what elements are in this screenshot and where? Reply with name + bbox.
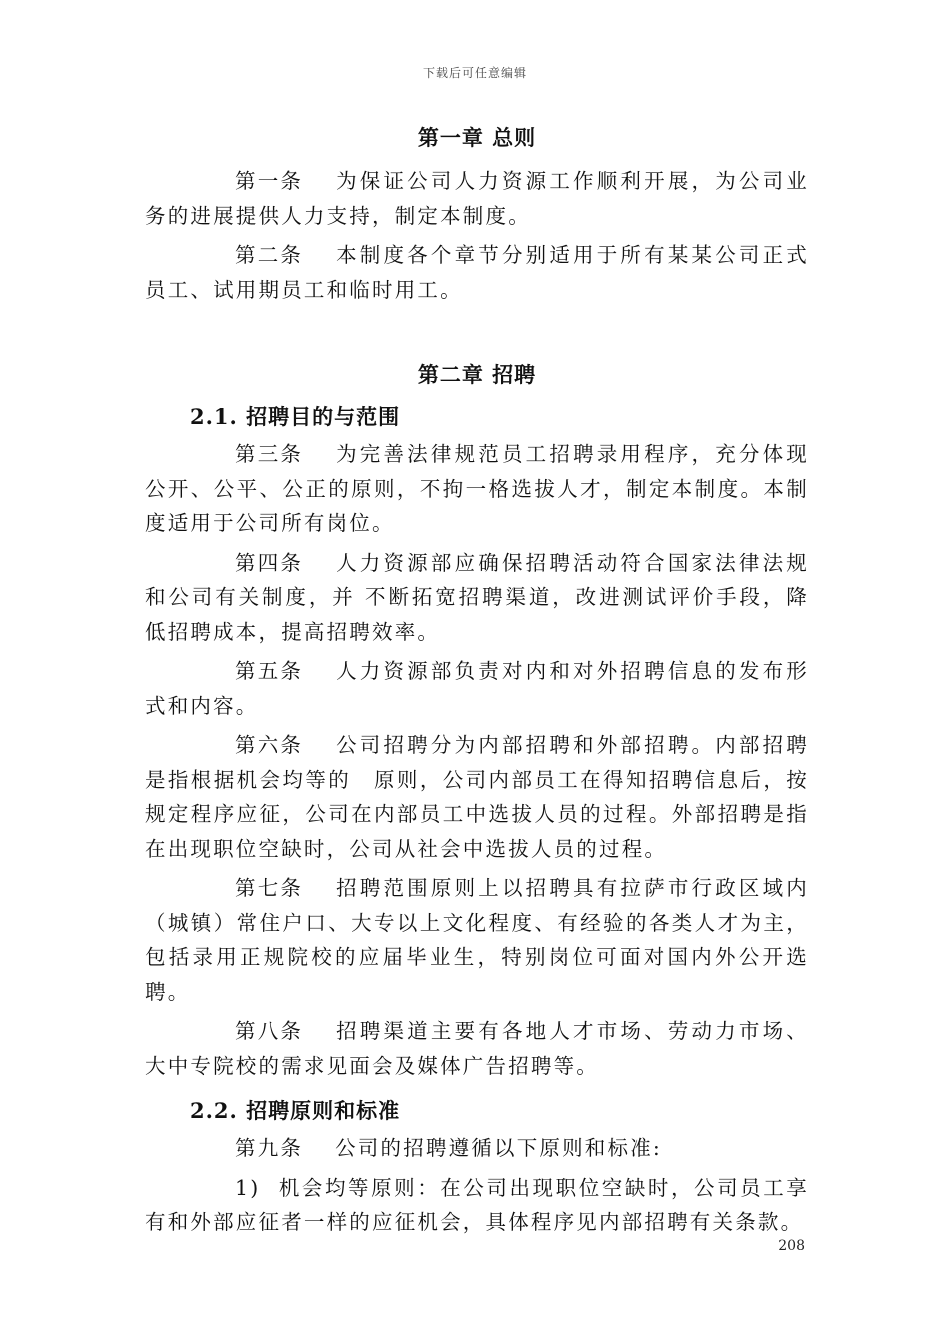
article-8 <box>145 1014 809 1083</box>
article-number: 第一条 <box>235 169 304 193</box>
article-text: 为保证公司人力资源工作顺利开展，为公司业务的进展提供人力支持，制定本制度。 <box>145 169 809 228</box>
article-text: 公司招聘分为内部招聘和外部招聘。内部招聘是指根据机会均等的 原则，公司内部员工在得知招聘信息后，按规定程序应征，公司在内部员工中选拔人员的过程。外部招聘是指在出现职位空缺时，公司从社会中选拔人员的过程。 <box>145 733 809 861</box>
chapter-two-title: 第二章 招聘 <box>417 362 537 387</box>
article-text: 人力资源部负责对内和对外招聘信息的发布形式和内容。 <box>145 659 809 718</box>
document-body <box>145 118 809 1245</box>
article-text: 招聘渠道主要有各地人才市场、劳动力市场、大中专院校的需求见面会及媒体广告招聘等。 <box>145 1019 809 1078</box>
article-number: 第二条 <box>235 243 304 267</box>
article-6 <box>145 728 809 866</box>
list-item-number: 1) <box>235 1175 261 1200</box>
page-number: 208 <box>778 1238 805 1254</box>
article-text: 本制度各个章节分别适用于所有某某公司正式员工、试用期员工和临时用工。 <box>145 243 809 302</box>
article-number: 第五条 <box>235 659 304 683</box>
article-text: 为完善法律规范员工招聘录用程序，充分体现公开、公平、公正的原则，不拘一格选拔人才，制定本制度。本制度适用于公司所有岗位。 <box>145 442 809 535</box>
article-number: 第六条 <box>235 733 304 757</box>
header-note: 下载后可任意编辑 <box>422 66 527 80</box>
chapter-one-title: 第一章 总则 <box>417 125 537 150</box>
section-2-1-title: 2.1. 招聘目的与范围 <box>190 404 401 429</box>
article-number: 第九条 <box>235 1136 304 1160</box>
list-item-text: 机会均等原则：在公司出现职位空缺时，公司员工享有和外部应征者一样的应征机会，具体程序见内部招聘有关条款。 <box>145 1175 809 1234</box>
article-3 <box>145 437 809 541</box>
article-text: 人力资源部应确保招聘活动符合国家法律法规和公司有关制度，并 不断拓宽招聘渠道，改进测试评价手段，降低招聘成本，提高招聘效率。 <box>145 550 809 644</box>
article-number: 第七条 <box>235 876 304 900</box>
article-9 <box>145 1131 809 1166</box>
article-text: 公司的招聘遵循以下原则和标准: <box>335 1136 663 1160</box>
article-7 <box>145 871 809 1009</box>
article-number: 第八条 <box>235 1019 304 1043</box>
article-4 <box>145 546 809 650</box>
article-text: 招聘范围原则上以招聘具有拉萨市行政区域内（城镇）常住户口、大专以上文化程度、有经验的各类人才为主，包括录用正规院校的应届毕业生，特别岗位可面对国内外公开选聘。 <box>145 876 809 1004</box>
article-5 <box>145 654 809 723</box>
article-1 <box>145 164 809 233</box>
list-item-1 <box>145 1171 809 1240</box>
article-number: 第三条 <box>235 442 304 466</box>
article-number: 第四条 <box>235 550 304 575</box>
article-2 <box>145 238 809 307</box>
section-2-2-title: 2.2. 招聘原则和标准 <box>190 1098 401 1123</box>
